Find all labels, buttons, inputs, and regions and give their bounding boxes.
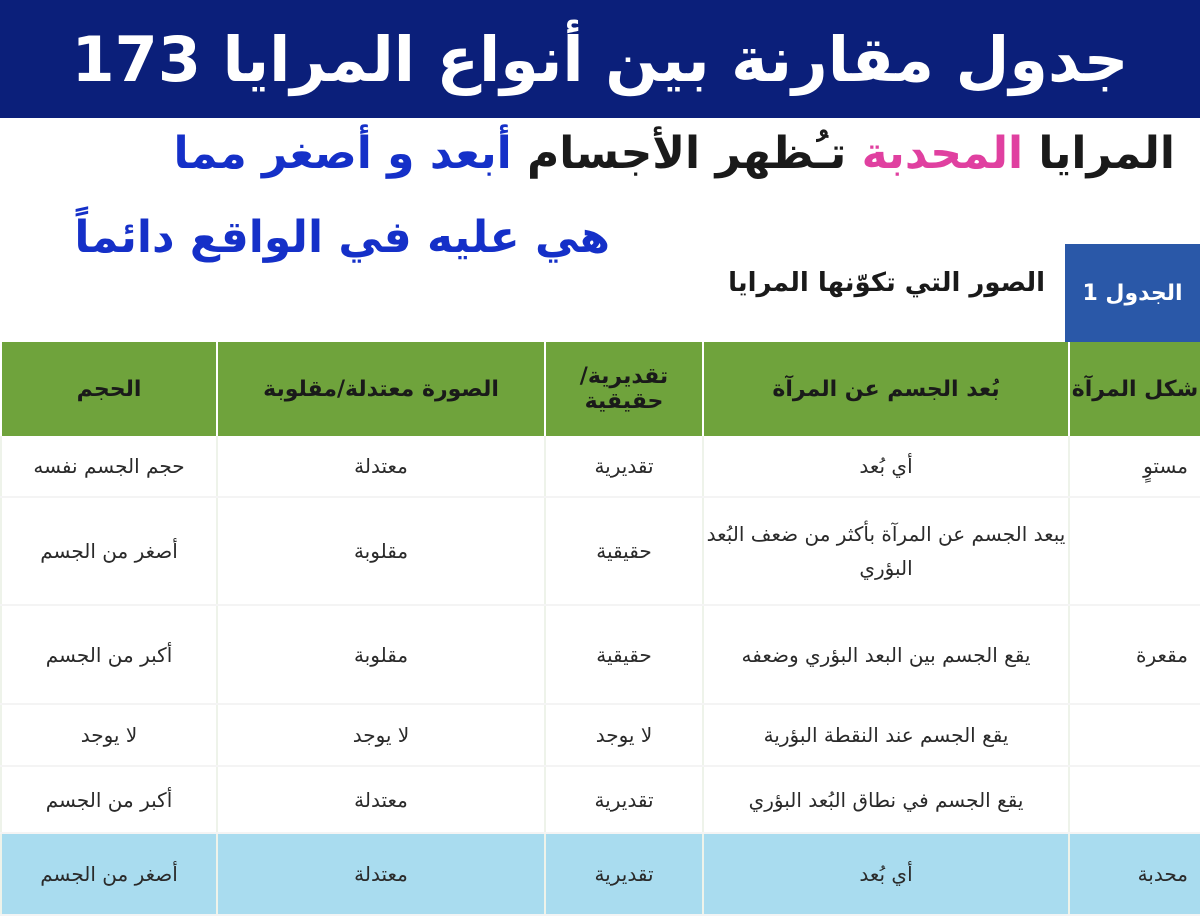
table-row: [1, 704, 1200, 766]
cell-shape: [1069, 766, 1200, 833]
intro-word-convex: المحدبة: [861, 128, 1024, 179]
mirror-comparison-table: [0, 342, 1200, 900]
cell-orientation: مقلوبة: [217, 605, 545, 704]
cell-size: حجم الجسم نفسه: [1, 436, 217, 497]
table-caption: [0, 244, 1200, 342]
cell-distance: يقع الجسم عند النقطة البؤرية: [703, 704, 1069, 766]
table-caption-label: الجدول 1: [1082, 280, 1183, 306]
table-row-highlighted: [1, 833, 1200, 915]
intro-word-than: مما: [173, 128, 247, 179]
intro-word-farther-smaller: أبعد و أصغر: [262, 128, 512, 179]
intro-word-mirrors: المرايا: [1038, 128, 1175, 179]
intro-word-show: تـُظهر الأجسام: [527, 128, 847, 179]
cell-type: تقديرية: [545, 436, 703, 497]
header-virtual-real: تقديرية/ حقيقية: [545, 342, 703, 436]
cell-orientation: لا يوجد: [217, 704, 545, 766]
table-header-row: [1, 342, 1200, 436]
cell-orientation: مقلوبة: [217, 497, 545, 605]
cell-shape: [1069, 704, 1200, 766]
intro-line-1: [173, 128, 1175, 179]
table-caption-text: الصور التي تكوّنها المرايا: [728, 268, 1045, 298]
table-caption-label-box: [1065, 244, 1200, 342]
cell-orientation: معتدلة: [217, 436, 545, 497]
table-row: [1, 766, 1200, 833]
title-bar: [0, 0, 1200, 118]
cell-type: حقيقية: [545, 605, 703, 704]
cell-distance: أي بُعد: [703, 436, 1069, 497]
cell-type: تقديرية: [545, 833, 703, 915]
cell-shape: مستوٍ: [1069, 436, 1200, 497]
intro-line-2: هي عليه في الواقع دائماً: [74, 212, 610, 263]
cell-type: لا يوجد: [545, 704, 703, 766]
table-row: [1, 605, 1200, 704]
cell-shape: [1069, 497, 1200, 605]
header-size: الحجم: [1, 342, 217, 436]
cell-shape: مقعرة: [1069, 605, 1200, 704]
cell-distance: يقع الجسم في نطاق البُعد البؤري: [703, 766, 1069, 833]
table-row: [1, 497, 1200, 605]
header-object-distance: بُعد الجسم عن المرآة: [703, 342, 1069, 436]
cell-distance: يبعد الجسم عن المرآة بأكثر من ضعف البُعد البؤري: [703, 497, 1069, 605]
cell-size: أصغر من الجسم: [1, 833, 217, 915]
page-title: جدول مقارنة بين أنواع المرايا 173: [71, 22, 1129, 96]
cell-size: أكبر من الجسم: [1, 605, 217, 704]
cell-type: حقيقية: [545, 497, 703, 605]
cell-size: أصغر من الجسم: [1, 497, 217, 605]
cell-distance: يقع الجسم بين البعد البؤري وضعفه: [703, 605, 1069, 704]
cell-type: تقديرية: [545, 766, 703, 833]
cell-size: أكبر من الجسم: [1, 766, 217, 833]
cell-distance: أي بُعد: [703, 833, 1069, 915]
cell-orientation: معتدلة: [217, 833, 545, 915]
cell-shape: محدبة: [1069, 833, 1200, 915]
header-orientation: الصورة معتدلة/مقلوبة: [217, 342, 545, 436]
header-mirror-shape: شكل المرآة: [1069, 342, 1200, 436]
cell-size: لا يوجد: [1, 704, 217, 766]
table-row: [1, 436, 1200, 497]
cell-orientation: معتدلة: [217, 766, 545, 833]
